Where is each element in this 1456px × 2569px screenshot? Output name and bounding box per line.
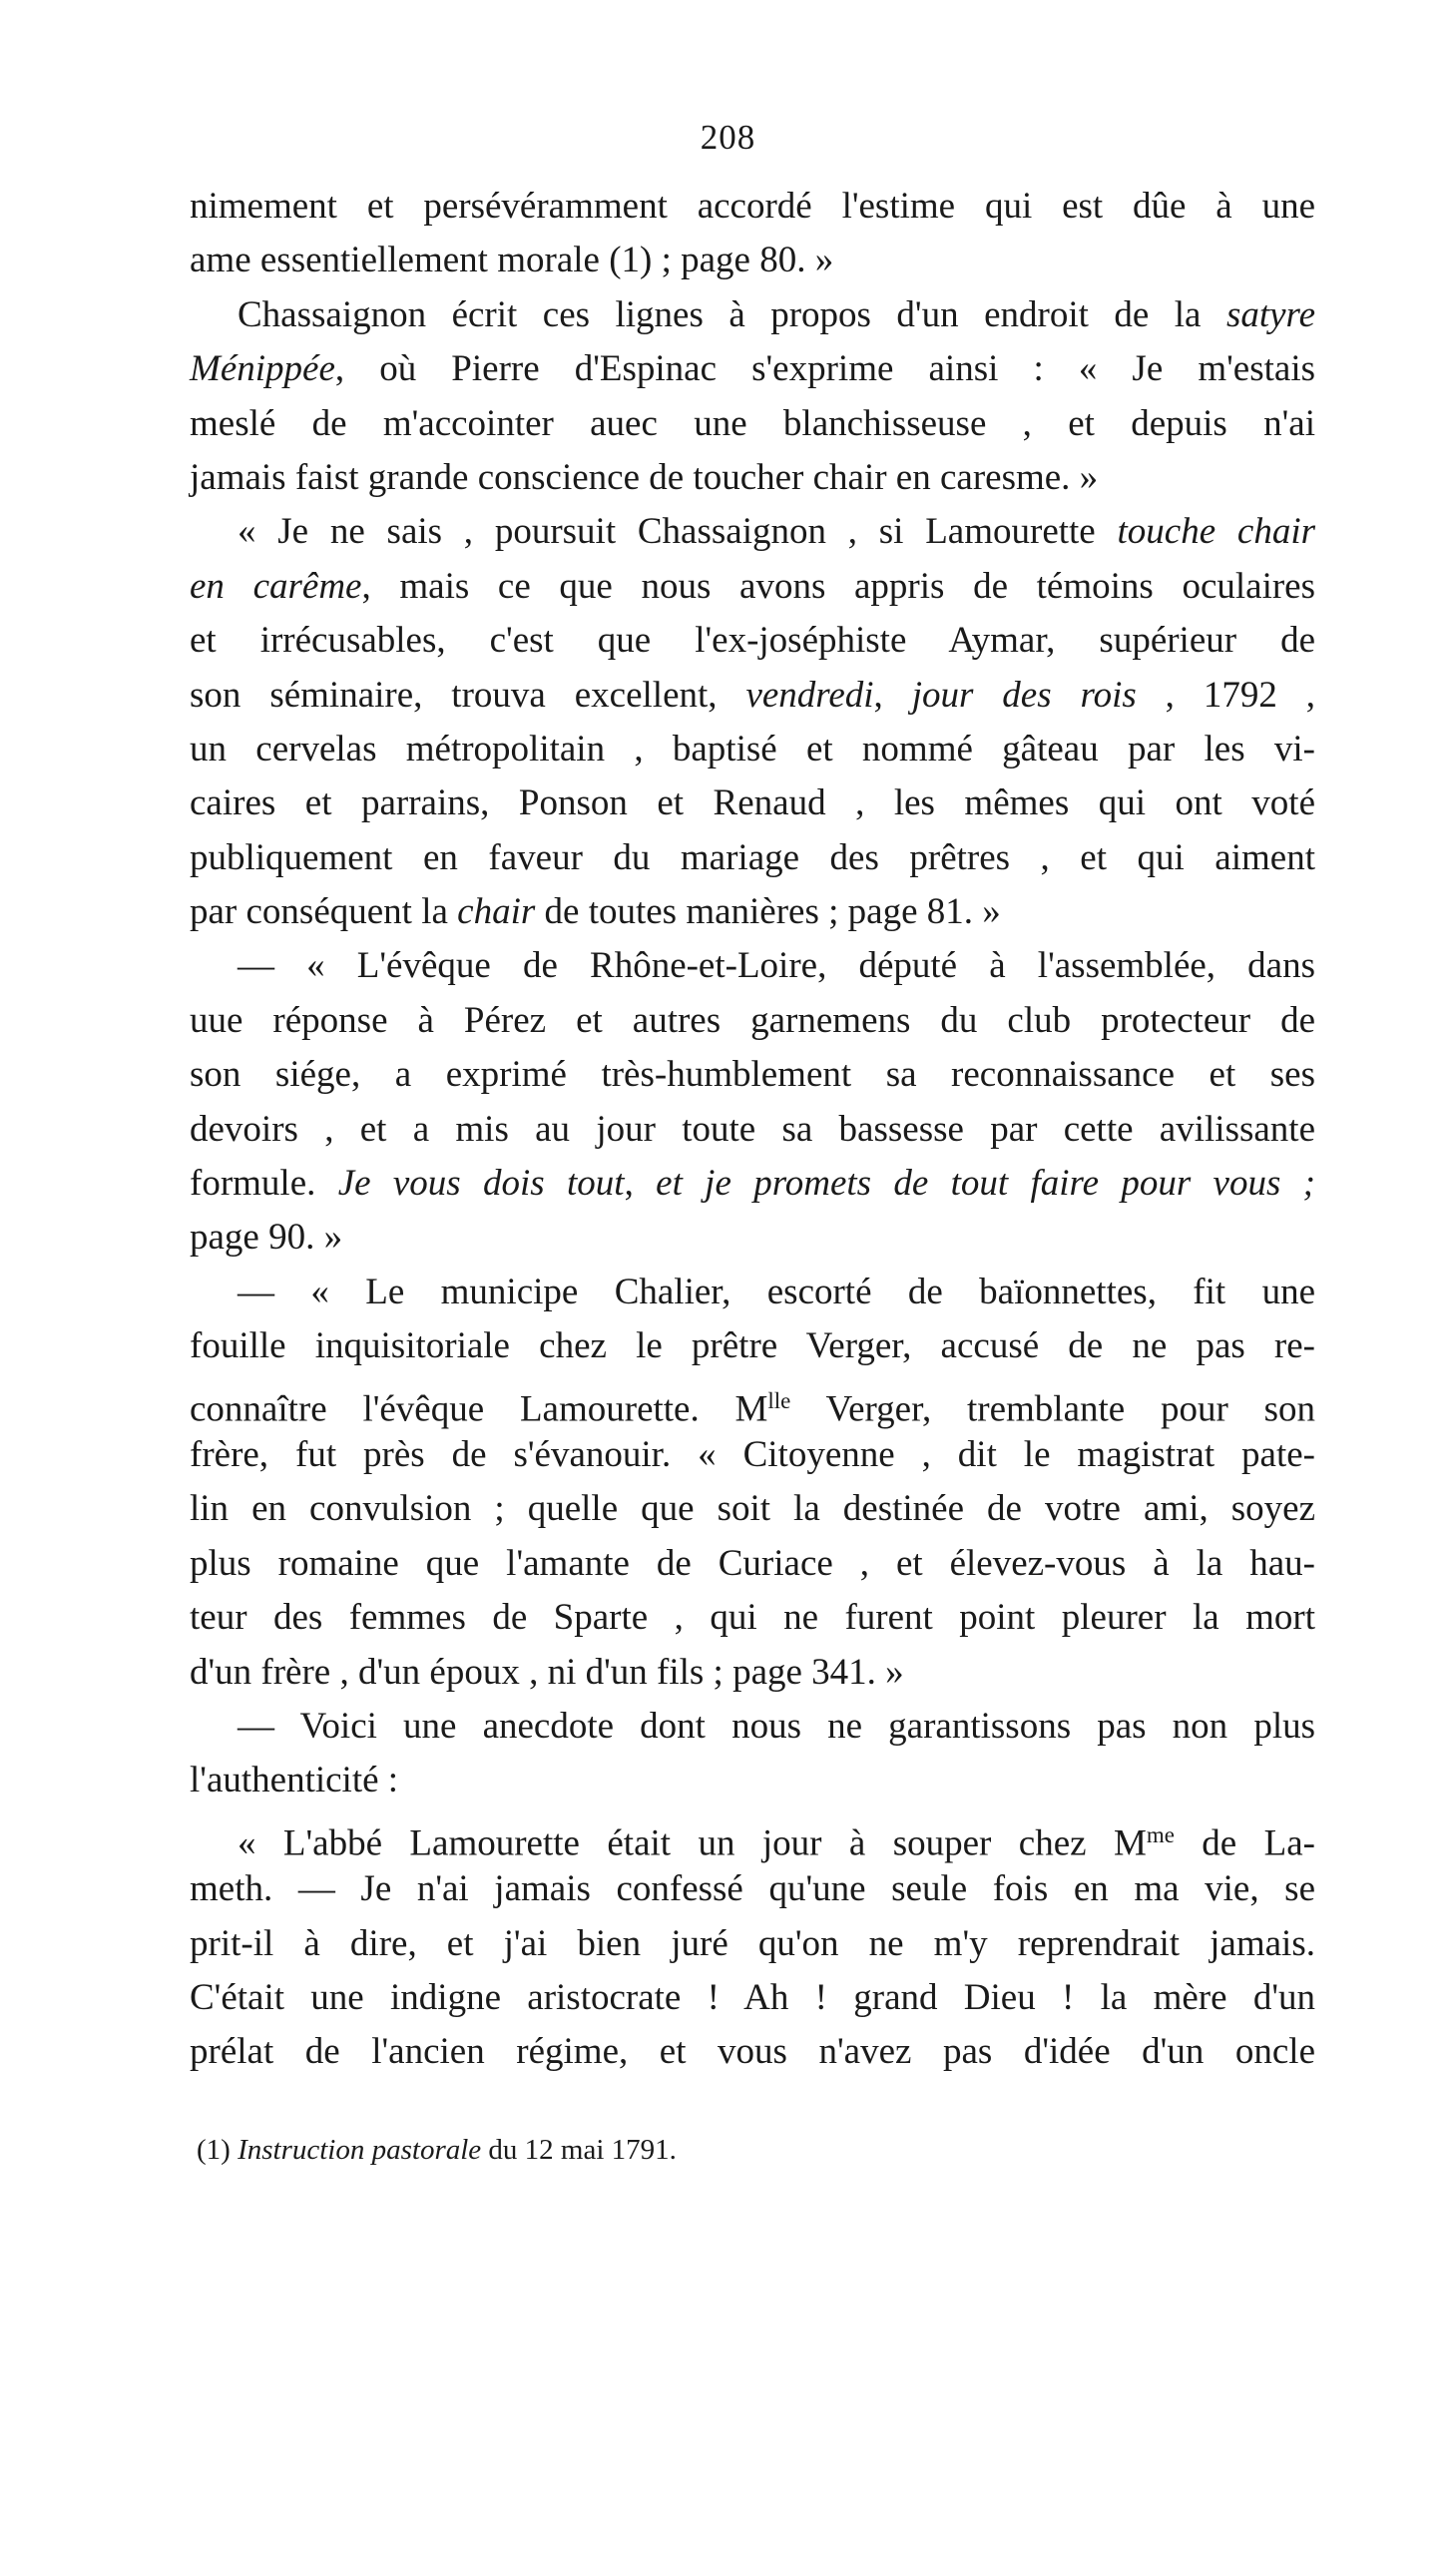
text-span: l'authenticité :	[190, 1760, 399, 1801]
text-span: uue réponse à Pérez et autres garnemens du club protecteur de	[190, 999, 1315, 1041]
footnote-text: du 12 mai 1791.	[481, 2134, 677, 2166]
text-span: de toutes manières ; page 81. »	[535, 891, 1001, 933]
text-span: ,	[873, 674, 912, 716]
text-line	[190, 1048, 1315, 1102]
italic-text: chair	[457, 891, 536, 933]
text-span: , 1792 ,	[1136, 674, 1316, 716]
text-span: , mais ce que nous avons appris de témoins oculaires	[361, 565, 1316, 607]
text-line	[190, 1266, 1315, 1319]
text-line	[190, 614, 1315, 668]
italic-text: Je vous dois tout	[337, 1163, 625, 1205]
text-line	[190, 939, 1315, 993]
text-line	[190, 1103, 1315, 1157]
italic-text: et je promets de tout faire pour vous ;	[656, 1163, 1316, 1205]
text-span: meslé de m'accointer auec une blanchisseuse , et depuis n'ai	[190, 402, 1315, 444]
text-span: meth. — Je n'ai jamais confessé qu'une seule fois en ma vie, se	[190, 1868, 1315, 1910]
text-line	[190, 1754, 1315, 1807]
text-line	[190, 1374, 1315, 1428]
text-line	[190, 1971, 1315, 2025]
text-line	[190, 288, 1315, 342]
text-line	[190, 1211, 1315, 1265]
text-line	[190, 1591, 1315, 1645]
text-line	[190, 2025, 1315, 2079]
text-line	[190, 1482, 1315, 1536]
italic-text: en carême	[190, 565, 362, 607]
text-span: plus romaine que l'amante de Curiace , et élevez-vous à la hau-	[190, 1542, 1315, 1584]
text-span: frère, fut près de s'évanouir. « Citoyenne , dit le magistrat pate-	[190, 1433, 1315, 1475]
text-span: publiquement en faveur du mariage des prêtres , et qui aiment	[190, 836, 1315, 878]
text-span: ame essentiellement morale (1) ; page 80. »	[190, 240, 834, 281]
text-span: par conséquent la	[190, 891, 458, 933]
text-line	[190, 885, 1315, 939]
text-line	[190, 669, 1315, 723]
text-span: devoirs , et a mis au jour toute sa bassesse par cette avilissante	[190, 1108, 1315, 1150]
italic-text: jour des rois	[911, 674, 1137, 716]
text-span: jamais faist grande conscience de toucher chair en caresme. »	[190, 456, 1099, 498]
text-line	[190, 723, 1315, 776]
text-span: son siége, a exprimé très-humblement sa reconnaissance et ses	[190, 1054, 1315, 1096]
text-line	[190, 505, 1315, 559]
italic-text: touche chair	[1117, 511, 1315, 553]
text-span: prit-il à dire, et j'ai bien juré qu'on ne m'y reprendrait jamais.	[190, 1922, 1315, 1964]
text-span: C'était une indigne aristocrate ! Ah ! grand Dieu ! la mère d'un	[190, 1976, 1315, 2018]
text-span: formule.	[190, 1163, 338, 1205]
text-span: « Je ne sais , poursuit Chassaignon , si Lamourette	[238, 511, 1118, 553]
superscript-text: me	[1146, 1821, 1175, 1847]
text-line	[190, 1319, 1315, 1373]
text-span: page 90. »	[190, 1217, 343, 1259]
text-span: fouille inquisitoriale chez le prêtre Verger, accusé de ne pas re-	[190, 1325, 1315, 1367]
text-span: , où Pierre d'Espinac s'exprime ainsi : « Je m'estais	[334, 348, 1315, 390]
page-number: 208	[700, 118, 756, 157]
text-line	[190, 234, 1315, 287]
text-span: teur des femmes de Sparte , qui ne furent point pleurer la mort	[190, 1597, 1315, 1639]
footnote	[197, 2134, 677, 2167]
text-line	[190, 1700, 1315, 1754]
text-span: de La-	[1174, 1822, 1315, 1864]
text-line	[190, 1808, 1315, 1862]
text-line	[190, 1428, 1315, 1482]
text-span: son séminaire, trouva excellent,	[190, 674, 746, 716]
footnote-marker: (1)	[197, 2134, 239, 2166]
text-span: un cervelas métropolitain , baptisé et nommé gâteau par les vi-	[190, 728, 1315, 770]
text-span: Chassaignon écrit ces lignes à propos d'un endroit de la	[238, 293, 1226, 335]
body-text	[190, 180, 1315, 2080]
italic-text: vendredi	[745, 674, 874, 716]
superscript-text: lle	[767, 1387, 791, 1413]
text-line	[190, 342, 1315, 396]
text-line	[190, 180, 1315, 234]
text-line	[190, 1917, 1315, 1971]
text-span: « L'abbé Lamourette était un jour à souper chez M	[238, 1822, 1147, 1864]
text-span: nimement et persévéramment accordé l'estime qui est dûe à une	[190, 186, 1315, 227]
text-line	[190, 397, 1315, 451]
text-line	[190, 831, 1315, 885]
text-line	[190, 1646, 1315, 1700]
text-line	[190, 776, 1315, 830]
italic-text: Ménippée	[190, 348, 335, 390]
text-span: — « Le municipe Chalier, escorté de baïonnettes, fit une	[238, 1271, 1315, 1312]
text-line	[190, 451, 1315, 505]
text-span: ,	[624, 1163, 657, 1205]
text-span: d'un frère , d'un époux , ni d'un fils ; page 341. »	[190, 1651, 904, 1693]
text-span: connaître l'évêque Lamourette. M	[190, 1388, 768, 1430]
text-span: prélat de l'ancien régime, et vous n'avez pas d'idée d'un oncle	[190, 2031, 1315, 2073]
text-span: caires et parrains, Ponson et Renaud , les mêmes qui ont voté	[190, 782, 1315, 824]
text-span: et irrécusables, c'est que l'ex-joséphiste Aymar, supérieur de	[190, 620, 1315, 662]
text-line	[190, 1537, 1315, 1591]
text-span: — Voici une anecdote dont nous ne garantissons pas non plus	[238, 1705, 1315, 1747]
text-line	[190, 994, 1315, 1048]
text-span: lin en convulsion ; quelle que soit la destinée de votre ami, soyez	[190, 1488, 1315, 1530]
text-span: Verger, tremblante pour son	[790, 1388, 1315, 1430]
footnote-title: Instruction pastorale	[238, 2134, 482, 2166]
text-line	[190, 560, 1315, 614]
text-span: — « L'évêque de Rhône-et-Loire, député à l'assemblée, dans	[238, 945, 1315, 987]
italic-text: satyre	[1225, 293, 1315, 335]
text-line	[190, 1157, 1315, 1211]
text-line	[190, 1862, 1315, 1916]
